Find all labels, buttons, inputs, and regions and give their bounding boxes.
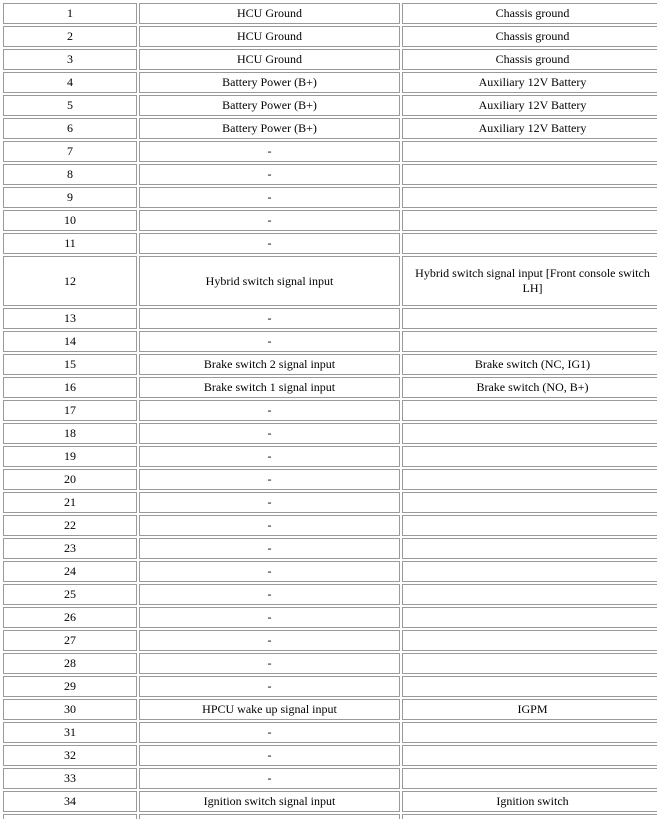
description-cell: Brake switch 1 signal input — [139, 377, 400, 398]
pin-number-cell: 19 — [3, 446, 137, 467]
connection-cell: IGPM — [402, 699, 657, 720]
table-row — [3, 141, 657, 162]
table-row — [3, 423, 657, 444]
table-row — [3, 26, 657, 47]
description-cell: - — [139, 331, 400, 352]
pin-number-cell: 22 — [3, 515, 137, 536]
table-row — [3, 187, 657, 208]
pin-number-cell: 6 — [3, 118, 137, 139]
table-row — [3, 3, 657, 24]
connection-cell — [402, 331, 657, 352]
pin-number-cell: 26 — [3, 607, 137, 628]
description-cell: - — [139, 630, 400, 651]
connection-cell: Ignition switch — [402, 791, 657, 812]
pin-number-cell: 33 — [3, 768, 137, 789]
table-row — [3, 308, 657, 329]
description-cell: HPCU wake up signal input — [139, 699, 400, 720]
table-row — [3, 699, 657, 720]
table-row — [3, 653, 657, 674]
description-cell: - — [139, 400, 400, 421]
description-cell: - — [139, 607, 400, 628]
table-row — [3, 607, 657, 628]
table-row — [3, 210, 657, 231]
connection-cell — [402, 768, 657, 789]
table-row — [3, 377, 657, 398]
table-row — [3, 400, 657, 421]
table-row — [3, 95, 657, 116]
connection-cell: Brake switch (NC, IG1) — [402, 354, 657, 375]
table-row — [3, 538, 657, 559]
pin-number-cell: 24 — [3, 561, 137, 582]
connection-cell — [402, 722, 657, 743]
description-cell: - — [139, 233, 400, 254]
description-cell: Battery Power (B+) — [139, 118, 400, 139]
pin-number-cell: 10 — [3, 210, 137, 231]
table-row — [3, 469, 657, 490]
description-cell: Battery Power (B+) — [139, 95, 400, 116]
description-cell: Brake switch 2 signal input — [139, 354, 400, 375]
table-row — [3, 515, 657, 536]
connection-cell: Hybrid switch signal input [Front console switch LH] — [402, 256, 657, 306]
description-cell: - — [139, 187, 400, 208]
table-row — [3, 49, 657, 70]
pin-number-cell: 5 — [3, 95, 137, 116]
pin-number-cell: 15 — [3, 354, 137, 375]
connection-cell — [402, 676, 657, 697]
table-row — [3, 446, 657, 467]
table-row-partial — [3, 814, 657, 819]
table-row — [3, 791, 657, 812]
pin-number-cell: 20 — [3, 469, 137, 490]
table-row — [3, 331, 657, 352]
pin-number-cell: 1 — [3, 3, 137, 24]
table-row — [3, 630, 657, 651]
description-cell: - — [139, 515, 400, 536]
description-cell: - — [139, 653, 400, 674]
table-row — [3, 768, 657, 789]
empty-cell — [402, 814, 657, 819]
table-row — [3, 233, 657, 254]
pin-number-cell: 32 — [3, 745, 137, 766]
connection-cell — [402, 492, 657, 513]
connection-cell — [402, 141, 657, 162]
description-cell: - — [139, 584, 400, 605]
pin-number-cell: 14 — [3, 331, 137, 352]
connection-cell: Brake switch (NO, B+) — [402, 377, 657, 398]
description-cell: - — [139, 538, 400, 559]
pin-number-cell: 28 — [3, 653, 137, 674]
table-row — [3, 354, 657, 375]
pin-number-cell: 3 — [3, 49, 137, 70]
connection-cell — [402, 400, 657, 421]
description-cell: - — [139, 676, 400, 697]
table-row — [3, 164, 657, 185]
description-cell: Ignition switch signal input — [139, 791, 400, 812]
connection-cell — [402, 423, 657, 444]
table-row — [3, 722, 657, 743]
description-cell: - — [139, 745, 400, 766]
pin-number-cell: 17 — [3, 400, 137, 421]
connection-cell: Chassis ground — [402, 49, 657, 70]
connection-cell — [402, 515, 657, 536]
table-row — [3, 561, 657, 582]
connection-cell — [402, 653, 657, 674]
table-row — [3, 676, 657, 697]
connection-cell — [402, 187, 657, 208]
pin-number-cell: 30 — [3, 699, 137, 720]
description-cell: HCU Ground — [139, 26, 400, 47]
table-row — [3, 118, 657, 139]
pin-number-cell: 8 — [3, 164, 137, 185]
pin-number-cell: 34 — [3, 791, 137, 812]
description-cell: - — [139, 141, 400, 162]
description-cell: HCU Ground — [139, 49, 400, 70]
table-row — [3, 745, 657, 766]
description-cell: - — [139, 308, 400, 329]
pin-number-cell: 2 — [3, 26, 137, 47]
description-cell: - — [139, 164, 400, 185]
connection-cell — [402, 630, 657, 651]
connection-cell — [402, 446, 657, 467]
description-cell: Hybrid switch signal input — [139, 256, 400, 306]
description-cell: - — [139, 768, 400, 789]
description-cell: - — [139, 492, 400, 513]
connection-cell: Auxiliary 12V Battery — [402, 95, 657, 116]
empty-cell — [3, 814, 137, 819]
connection-cell — [402, 210, 657, 231]
pin-number-cell: 25 — [3, 584, 137, 605]
description-cell: Battery Power (B+) — [139, 72, 400, 93]
connection-cell: Auxiliary 12V Battery — [402, 118, 657, 139]
table-row — [3, 492, 657, 513]
connection-cell — [402, 308, 657, 329]
description-cell: - — [139, 722, 400, 743]
pin-number-cell: 31 — [3, 722, 137, 743]
pin-number-cell: 23 — [3, 538, 137, 559]
description-cell: - — [139, 446, 400, 467]
pin-number-cell: 7 — [3, 141, 137, 162]
connection-cell — [402, 469, 657, 490]
connection-cell — [402, 607, 657, 628]
table-row — [3, 256, 657, 306]
description-cell: - — [139, 469, 400, 490]
pin-number-cell: 18 — [3, 423, 137, 444]
pin-number-cell: 29 — [3, 676, 137, 697]
connection-cell — [402, 233, 657, 254]
pin-table-body — [3, 3, 657, 819]
pin-number-cell: 16 — [3, 377, 137, 398]
description-cell: - — [139, 210, 400, 231]
connection-cell: Chassis ground — [402, 3, 657, 24]
connection-cell: Chassis ground — [402, 26, 657, 47]
connection-cell — [402, 538, 657, 559]
pin-number-cell: 4 — [3, 72, 137, 93]
connection-cell — [402, 584, 657, 605]
description-cell: - — [139, 423, 400, 444]
connection-cell — [402, 561, 657, 582]
description-cell: - — [139, 561, 400, 582]
pin-table — [1, 1, 657, 821]
pin-number-cell: 12 — [3, 256, 137, 306]
empty-cell — [139, 814, 400, 819]
pin-number-cell: 27 — [3, 630, 137, 651]
pin-number-cell: 21 — [3, 492, 137, 513]
pin-number-cell: 9 — [3, 187, 137, 208]
connection-cell — [402, 745, 657, 766]
connection-cell: Auxiliary 12V Battery — [402, 72, 657, 93]
table-row — [3, 72, 657, 93]
description-cell: HCU Ground — [139, 3, 400, 24]
pin-number-cell: 13 — [3, 308, 137, 329]
table-row — [3, 584, 657, 605]
connection-cell — [402, 164, 657, 185]
pin-number-cell: 11 — [3, 233, 137, 254]
